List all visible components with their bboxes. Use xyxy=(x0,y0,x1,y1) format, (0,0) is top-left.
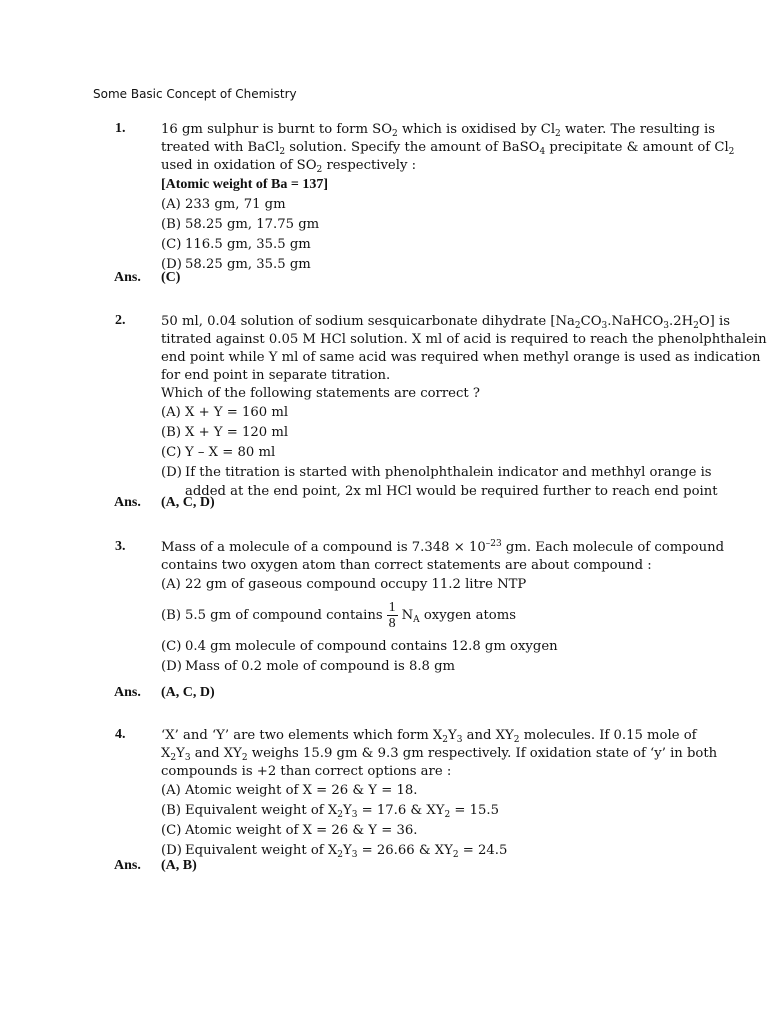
option-d-continuation: added at the end point, 2x ml HCl would be required further to reach end point xyxy=(185,484,718,499)
question-text-line: $X_2Y_3$ and $XY_2$ weighs 15.9 gm & 9.3 gm respectively. If oxidation state of ‘y’ in both xyxy=(161,746,718,763)
answer-value: (A, C, D) xyxy=(161,685,215,700)
option-a: (A) X + Y = 160 ml xyxy=(161,405,289,420)
question-text-line: used in oxidation of $SO_2$ respectively : xyxy=(161,158,417,175)
question-text-line: titrated against 0.05 M HCl solution. X ml of acid is required to reach the phenolphthalein xyxy=(161,332,767,347)
question-number: 2. xyxy=(115,313,126,328)
option-a: (A) Atomic weight of X = 26 & Y = 18. xyxy=(161,783,418,798)
question-body xyxy=(161,313,767,501)
question-text-line: ‘X’ and ‘Y’ are two elements which form $X_2Y_3$ and $XY_2$ molecules. If 0.15 mole of xyxy=(161,728,697,745)
answer-value: (C) xyxy=(161,270,181,285)
option-c: (C) Y – X = 80 ml xyxy=(161,445,276,460)
question-number: 3. xyxy=(115,539,126,554)
question-text-line: Which of the following statements are correct ? xyxy=(161,386,480,401)
option-b: (B) X + Y = 120 ml xyxy=(161,425,289,440)
question-text-line: Mass of a molecule of a compound is $7.348 \times 10^{-23}$ gm. Each molecule of compound xyxy=(161,539,725,555)
option-c: (C) 0.4 gm molecule of compound contains 12.8 gm oxygen xyxy=(161,639,558,654)
option-d: (D) If the titration is started with phenolphthalein indicator and methhyl orange is xyxy=(161,465,712,480)
option-d: (D) Mass of 0.2 mole of compound is 8.8 gm xyxy=(161,659,456,674)
option-c: (C) 116.5 gm, 35.5 gm xyxy=(161,237,311,252)
question-text-line: contains two oxygen atom than correct statements are about compound : xyxy=(161,558,652,573)
option-d: (D) 58.25 gm, 35.5 gm xyxy=(161,257,311,272)
question-text-line: end point while Y ml of same acid was required when methyl orange is used as indication xyxy=(161,350,761,365)
question-text-line: for end point in separate titration. xyxy=(161,368,391,383)
question-body xyxy=(161,727,718,861)
question-number: 1. xyxy=(115,121,126,136)
answer-label: Ans. xyxy=(114,858,141,873)
question-number: 4. xyxy=(115,727,126,742)
option-d: (D) Equivalent weight of $X_2Y_3 = 26.66$ & $XY_2 = 24.5$ xyxy=(161,843,508,860)
question-text-line: 16 gm sulphur is burnt to form $SO_2$ which is oxidised by $Cl_2$ water. The resulting is xyxy=(161,122,715,139)
answer-label: Ans. xyxy=(114,270,141,285)
option-b: (B) Equivalent weight of $X_2Y_3 = 17.6$ & $XY_2 = 15.5$ xyxy=(161,803,499,820)
option-c: (C) Atomic weight of X = 26 & Y = 36. xyxy=(161,823,418,838)
page-header: Some Basic Concept of Chemistry xyxy=(93,87,297,101)
answer-value: (A, B) xyxy=(161,858,197,873)
answer-label: Ans. xyxy=(114,495,141,510)
option-a: (A) 22 gm of gaseous compound occupy 11.2 litre NTP xyxy=(161,577,527,592)
option-b: (B) 5.5 gm of compound contains $\frac{1}{8}$ $N_A$ oxygen atoms xyxy=(161,600,516,631)
question-body xyxy=(161,121,735,275)
question-text-line: 50 ml, 0.04 solution of sodium sesquicarbonate dihydrate $[Na_2CO_3.NaHCO_3.2H_2O]$ is xyxy=(161,314,730,331)
question-body xyxy=(161,539,725,677)
option-b: (B) 58.25 gm, 17.75 gm xyxy=(161,217,320,232)
answer-label: Ans. xyxy=(114,685,141,700)
option-a: (A) 233 gm, 71 gm xyxy=(161,197,286,212)
answer-value: (A, C, D) xyxy=(161,495,215,510)
question-text-line: compounds is +2 than correct options are : xyxy=(161,764,452,779)
fraction-one-eighth: $\frac{1}{8}$ xyxy=(388,600,396,631)
question-text-line: treated with BaCl$_2$ solution. Specify the amount of BaSO$_4$ precipitate & amount of $Cl_2$ xyxy=(161,140,735,157)
atomic-weight-note: [Atomic weight of Ba = 137] xyxy=(161,177,329,192)
